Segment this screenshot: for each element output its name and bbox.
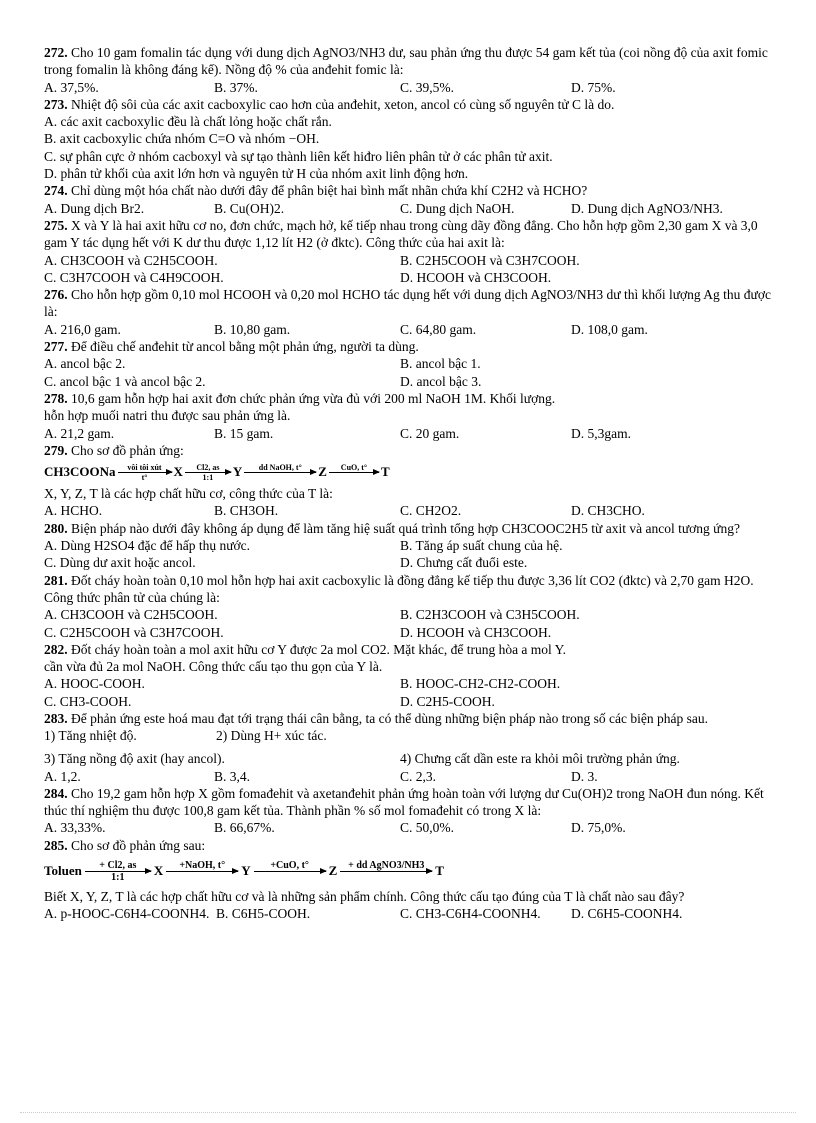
option-a[interactable]: A. các axit cacboxylic đều là chất lỏng hoặc chất rắn.: [44, 114, 332, 130]
question-272: [44, 44, 772, 79]
option-c[interactable]: C. CH3-COOH.: [44, 693, 132, 709]
question-text: Nhiệt độ sôi của các axit cacboxylic cao hơn của anđehit, xeton, ancol có cùng số nguyên tử C là do.: [71, 96, 615, 112]
option-c[interactable]: C. 64,80 gam.: [400, 321, 477, 337]
option-d[interactable]: D. CH3CHO.: [571, 503, 645, 519]
question-278: [44, 390, 772, 407]
document-page: [44, 44, 772, 923]
question-number: 282.: [44, 641, 68, 657]
arrow-label: + Cl2, as: [99, 859, 137, 871]
measure-2: 2) Dùng H+ xúc tác.: [216, 728, 327, 744]
option-a[interactable]: A. 216,0 gam.: [44, 321, 121, 337]
question-number: 284.: [44, 785, 68, 801]
question-number: 285.: [44, 837, 68, 853]
option-a[interactable]: A. Dung dịch Br2.: [44, 200, 145, 216]
arrow-label: dd NaOH, t°: [258, 462, 302, 472]
scheme-y: Y: [241, 863, 251, 879]
option-d[interactable]: D. HCOOH và CH3COOH.: [400, 269, 552, 285]
option-d[interactable]: D. ancol bậc 3.: [400, 373, 482, 389]
question-text: Để phản ứng este hoá mau đạt tới trạng thái cân bằng, ta có thể dùng những biện pháp nào trong số các biện pháp sau.: [71, 710, 708, 726]
option-b[interactable]: B. 15 gam.: [214, 425, 274, 441]
option-c[interactable]: C. sự phân cực ở nhóm cacboxyl và sự tạo thành liên kết hiđro liên phân tử ở các phân tử axit.: [44, 148, 553, 164]
option-b[interactable]: B. C6H5-COOH.: [216, 906, 311, 922]
question-text: Biện pháp nào dưới đây không áp dụng để làm tăng hiệ suất quá trình tổng hợp CH3COOC2H5 từ axit và ancol tương ứng?: [71, 520, 740, 536]
question-number: 273.: [44, 96, 68, 112]
question-text: Cho 10 gam fomalin tác dụng với dung dịch AgNO3/NH3 dư, sau phản ứng thu được 54 gam kết tủa (coi nồng độ của axit fomic trong fomalin là không đáng kể). Nồng độ % của anđehit fomic là:: [44, 45, 768, 78]
option-c[interactable]: C. CH2O2.: [400, 503, 462, 519]
question-text: Đốt cháy hoàn toàn 0,10 mol hỗn hợp hai axit cacboxylic là đồng đẳng kế tiếp thu được 3,36 lít CO2 (đktc) và 2,70 gam H2O. Công thức phân tử của chúng là:: [44, 572, 754, 605]
question-text: X và Y là hai axit hữu cơ no, đơn chức, mạch hở, kế tiếp nhau trong cùng dãy đồng đẳng. Cho hỗn hợp gồm 2,30 gam X và 3,0 gam Y tác dụng hết với K dư thu được 1,12 lít H2 (ở đktc). Công thức của hai axit là:: [44, 217, 758, 251]
scheme-start: CH3COONa: [44, 464, 116, 480]
option-b[interactable]: B. C2H5COOH và C3H7COOH.: [400, 252, 580, 268]
option-b[interactable]: B. Tăng áp suất chung của hệ.: [400, 538, 563, 554]
option-b[interactable]: B. 37%.: [214, 79, 258, 95]
options-277-row2: [44, 373, 772, 390]
scheme-z: Z: [328, 863, 338, 879]
option-a[interactable]: A. 21,2 gam.: [44, 425, 115, 441]
scheme-x: X: [173, 464, 183, 480]
question-number: 279.: [44, 442, 68, 458]
reaction-scheme-285: [44, 854, 772, 888]
question-number: 277.: [44, 339, 68, 355]
option-a[interactable]: A. HCHO.: [44, 503, 103, 519]
question-276: [44, 286, 772, 321]
question-number: 281.: [44, 572, 68, 588]
question-number: 280.: [44, 520, 68, 536]
option-c[interactable]: C. 2,3.: [400, 768, 437, 784]
reaction-arrow: [85, 860, 151, 883]
options-282-row2: [44, 693, 772, 710]
measures-row1: [44, 727, 772, 750]
question-number: 275.: [44, 217, 68, 233]
options-276: [44, 321, 772, 338]
reaction-arrow: [166, 860, 238, 883]
question-275: [44, 217, 772, 252]
options-280-row1: [44, 537, 772, 554]
options-285: [44, 905, 772, 922]
option-c[interactable]: C. C2H5COOH và C3H7COOH.: [44, 624, 224, 640]
option-c[interactable]: C. Dung dịch NaOH.: [400, 200, 515, 216]
question-282: [44, 641, 772, 658]
options-284: [44, 819, 772, 836]
option-c[interactable]: C. ancol bậc 1 và ancol bậc 2.: [44, 373, 206, 389]
option-d[interactable]: D. 3.: [571, 768, 598, 784]
reaction-arrow: [329, 463, 379, 482]
question-number: 274.: [44, 183, 68, 199]
option-b[interactable]: B. 3,4.: [214, 768, 251, 784]
option-c[interactable]: C. 39,5%.: [400, 79, 454, 95]
measure-4: 4) Chưng cất dần este ra khỏi môi trường phản ứng.: [400, 751, 680, 767]
question-text: Để điều chế anđehit từ ancol bằng một phản ứng, người ta dùng.: [71, 339, 419, 355]
option-d[interactable]: D. phân tử khối của axit lớn hơn và nguyên tử H của nhóm axit linh động hơn.: [44, 166, 469, 182]
option-a[interactable]: A. Dùng H2SO4 đặc để hấp thụ nước.: [44, 538, 251, 554]
page-bottom-divider: [20, 1112, 796, 1113]
question-280: [44, 520, 772, 537]
option-b[interactable]: B. 66,67%.: [214, 820, 275, 836]
reaction-arrow: [340, 860, 432, 883]
options-282-row1: [44, 675, 772, 692]
question-281: [44, 572, 772, 607]
question-text: Cho 19,2 gam hỗn hợp X gồm fomađehit và axetanđehit phản ứng hoàn toàn với lượng dư Cu(OH)2 trong NaOH đun nóng. Kết thúc thí nghiệm thu được 100,8 gam kết tủa. Thành phần % số mol fomađehit có trong X là:: [44, 785, 764, 819]
scheme-z: Z: [318, 464, 327, 480]
options-279: [44, 502, 772, 519]
options-275-row2: [44, 269, 772, 286]
measure-1: 1) Tăng nhiệt độ.: [44, 728, 137, 744]
option-b[interactable]: B. CH3OH.: [214, 503, 279, 519]
arrow-label-below: 1:1: [111, 871, 125, 883]
option-c[interactable]: C. Dùng dư axit hoặc ancol.: [44, 555, 196, 571]
arrow-label: + dd AgNO3/NH3: [348, 859, 425, 871]
options-283: [44, 768, 772, 785]
option-b[interactable]: B. HOOC-CH2-CH2-COOH.: [400, 676, 561, 692]
question-number: 276.: [44, 287, 68, 303]
arrow-label: +NaOH, t°: [179, 859, 226, 871]
options-274: [44, 200, 772, 217]
scheme-y: Y: [232, 464, 243, 480]
option-b[interactable]: B. axit cacboxylic chứa nhóm C=O và nhóm −OH.: [44, 131, 320, 147]
option-a[interactable]: A. CH3COOH và C2H5COOH.: [44, 607, 218, 623]
option-b[interactable]: B. C2H3COOH và C3H5COOH.: [400, 607, 580, 623]
question-279: [44, 442, 772, 459]
scheme-t: T: [435, 863, 444, 879]
question-text-continued: hỗn hợp muối natri thu được sau phản ứng là.: [44, 408, 291, 424]
question-text-continued: Biết X, Y, Z, T là các hợp chất hữu cơ và là những sản phẩm chính. Công thức cấu tạo đúng của T là chất nào sau đây?: [44, 889, 685, 905]
arrow-label-below: 1:1: [202, 472, 214, 482]
option-d[interactable]: D. Dung dịch AgNO3/NH3.: [571, 200, 723, 216]
question-text: 10,6 gam hỗn hợp hai axit đơn chức phản ứng vừa đủ với 200 ml NaOH 1M. Khối lượng.: [71, 390, 556, 406]
options-281-row2: [44, 624, 772, 641]
option-b[interactable]: B. Cu(OH)2.: [214, 200, 285, 216]
question-284: [44, 785, 772, 820]
option-d[interactable]: D. 75%.: [571, 79, 616, 95]
question-273: [44, 96, 772, 113]
option-a[interactable]: A. ancol bậc 2.: [44, 356, 126, 372]
option-a[interactable]: A. CH3COOH và C2H5COOH.: [44, 252, 218, 268]
scheme-t: T: [380, 464, 390, 480]
question-text-continued: X, Y, Z, T là các hợp chất hữu cơ, công thức của T là:: [44, 486, 333, 502]
reaction-scheme-279: [44, 459, 772, 485]
arrow-label: Cl2, as: [196, 462, 220, 472]
question-text-continued: cần vừa đủ 2a mol NaOH. Công thức cấu tạo thu gọn của Y là.: [44, 659, 383, 675]
arrow-label: CuO, t°: [340, 462, 368, 472]
question-number: 272.: [44, 45, 68, 60]
option-c[interactable]: C. 20 gam.: [400, 425, 460, 441]
question-283: [44, 710, 772, 727]
option-d[interactable]: D. Chưng cất đuổi este.: [400, 555, 528, 571]
reaction-arrow: [244, 463, 316, 482]
option-a[interactable]: A. HOOC-COOH.: [44, 676, 145, 692]
question-274: [44, 182, 772, 199]
options-272: [44, 79, 772, 96]
option-d[interactable]: D. 5,3gam.: [571, 425, 631, 441]
question-text: Chỉ dùng một hóa chất nào dưới đây để phân biệt hai bình mất nhãn chứa khí C2H2 và HCHO?: [71, 183, 588, 199]
question-text: Cho sơ đồ phản ứng sau:: [71, 837, 206, 853]
arrow-label: vôi tôi xút: [127, 462, 162, 472]
option-a[interactable]: A. 33,33%.: [44, 820, 106, 836]
option-b[interactable]: B. ancol bậc 1.: [400, 356, 481, 372]
scheme-x: X: [153, 863, 164, 879]
arrow-label-below: t°: [141, 472, 148, 482]
options-281-row1: [44, 606, 772, 623]
measures-row2: [44, 750, 772, 767]
options-278: [44, 425, 772, 442]
scheme-start: Toluen: [44, 863, 82, 879]
reaction-arrow: [185, 463, 231, 482]
question-text: Cho hỗn hợp gồm 0,10 mol HCOOH và 0,20 mol HCHO tác dụng hết với dung dịch AgNO3/NH3 dư thì khối lượng Ag thu được là:: [44, 287, 771, 320]
question-number: 283.: [44, 710, 68, 726]
question-285: [44, 837, 772, 854]
option-a[interactable]: A. p-HOOC-C6H4-COONH4.: [44, 906, 210, 922]
arrow-label: +CuO, t°: [270, 859, 309, 871]
option-c[interactable]: C. 50,0%.: [400, 820, 454, 836]
option-d[interactable]: D. C6H5-COONH4.: [571, 906, 683, 922]
option-a[interactable]: A. 1,2.: [44, 768, 81, 784]
question-text: Đốt cháy hoàn toàn a mol axit hữu cơ Y được 2a mol CO2. Mặt khác, để trung hòa a mol Y.: [71, 641, 567, 657]
option-c[interactable]: C. CH3-C6H4-COONH4.: [400, 906, 541, 922]
question-277: [44, 338, 772, 355]
option-d[interactable]: D. 108,0 gam.: [571, 321, 648, 337]
reaction-arrow: [254, 860, 326, 883]
reaction-arrow: [118, 463, 172, 482]
option-b[interactable]: B. 10,80 gam.: [214, 321, 291, 337]
question-text: Cho sơ đồ phản ứng:: [71, 442, 184, 458]
options-280-row2: [44, 554, 772, 571]
options-277-row1: [44, 355, 772, 372]
option-d[interactable]: D. 75,0%.: [571, 820, 626, 836]
option-c[interactable]: C. C3H7COOH và C4H9COOH.: [44, 269, 224, 285]
option-a[interactable]: A. 37,5%.: [44, 79, 99, 95]
question-number: 278.: [44, 390, 68, 406]
option-d[interactable]: D. C2H5-COOH.: [400, 693, 495, 709]
options-275-row1: [44, 252, 772, 269]
option-d[interactable]: D. HCOOH và CH3COOH.: [400, 624, 552, 640]
measure-3: 3) Tăng nồng độ axit (hay ancol).: [44, 751, 225, 767]
